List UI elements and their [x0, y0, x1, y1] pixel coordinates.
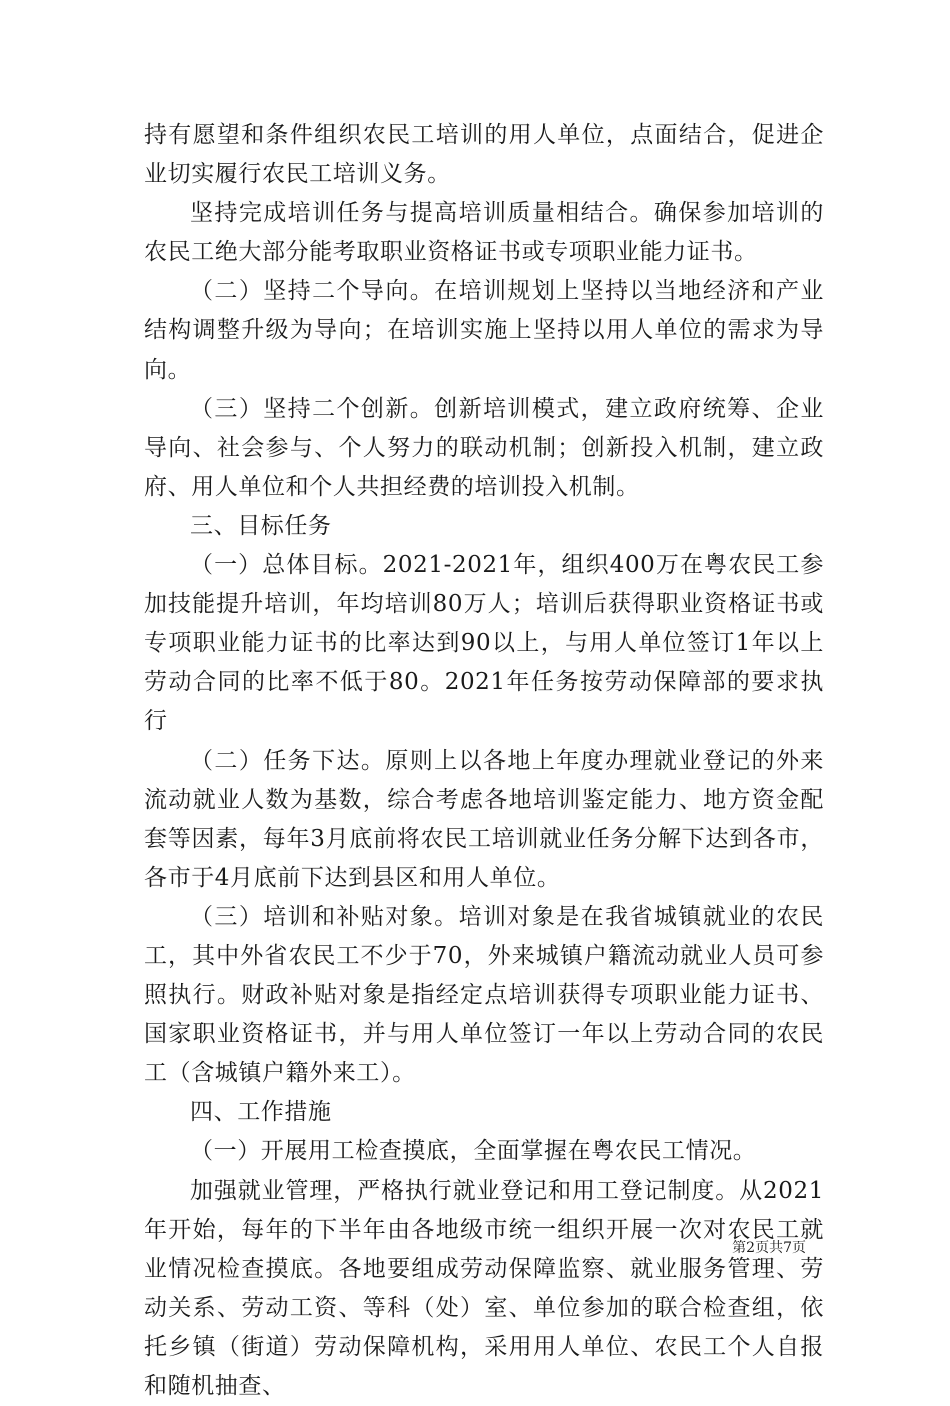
section-heading-targets: 三、目标任务 [190, 512, 332, 539]
paragraph-3: （二）坚持二个导向。在培训规划上坚持以当地经济和产业结构调整升级为导向；在培训实施上坚持以用人单位的需求为导向。 [144, 278, 824, 383]
document-body [144, 116, 824, 1406]
paragraph-11: 加强就业管理，严格执行就业登记和用工登记制度。从2021年开始，每年的下半年由各地级市统一组织开展一次对农民工就业情况检查摸底。各地要组成劳动保障监察、就业服务管理、劳动关系、劳动工资、等科（处）室、单位参加的联合检查组，依托乡镇（街道）劳动保障机构，采用用人单位、农民工个人自报和随机抽查、 [144, 1177, 824, 1399]
paragraph-7: （二）任务下达。原则上以各地上年度办理就业登记的外来流动就业人数为基数，综合考虑各地培训鉴定能力、地方资金配套等因素，每年3月底前将农民工培训就业任务分解下达到各市，各市于4月底前下达到县区和用人单位。 [144, 747, 824, 891]
paragraph-8: （三）培训和补贴对象。培训对象是在我省城镇就业的农民工，其中外省农民工不少于70，外来城镇户籍流动就业人员可参照执行。财政补贴对象是指经定点培训获得专项职业能力证书、国家职业资格证书，并与用人单位签订一年以上劳动合同的农民工（含城镇户籍外来工）。 [144, 903, 824, 1087]
page-number: 第2页共7页 [732, 1240, 806, 1256]
paragraph-4: （三）坚持二个创新。创新培训模式，建立政府统筹、企业导向、社会参与、个人努力的联动机制；创新投入机制，建立政府、用人单位和个人共担经费的培训投入机制。 [144, 395, 824, 500]
section-heading-measures: 四、工作措施 [190, 1099, 332, 1126]
paragraph-10: （一）开展用工检查摸底，全面掌握在粤农民工情况。 [190, 1138, 757, 1165]
paragraph-1: 持有愿望和条件组织农民工培训的用人单位，点面结合，促进企业切实履行农民工培训义务。 [144, 122, 824, 188]
paragraph-6: （一）总体目标。2021-2021年，组织400万在粤农民工参加技能提升培训，年均培训80万人；培训后获得职业资格证书或专项职业能力证书的比率达到90以上，与用人单位签订1年以上劳动合同的比率不低于80。2021年任务按劳动保障部的要求执行 [144, 552, 824, 735]
paragraph-2: 坚持完成培训任务与提高培训质量相结合。确保参加培训的农民工绝大部分能考取职业资格证书或专项职业能力证书。 [144, 200, 824, 266]
